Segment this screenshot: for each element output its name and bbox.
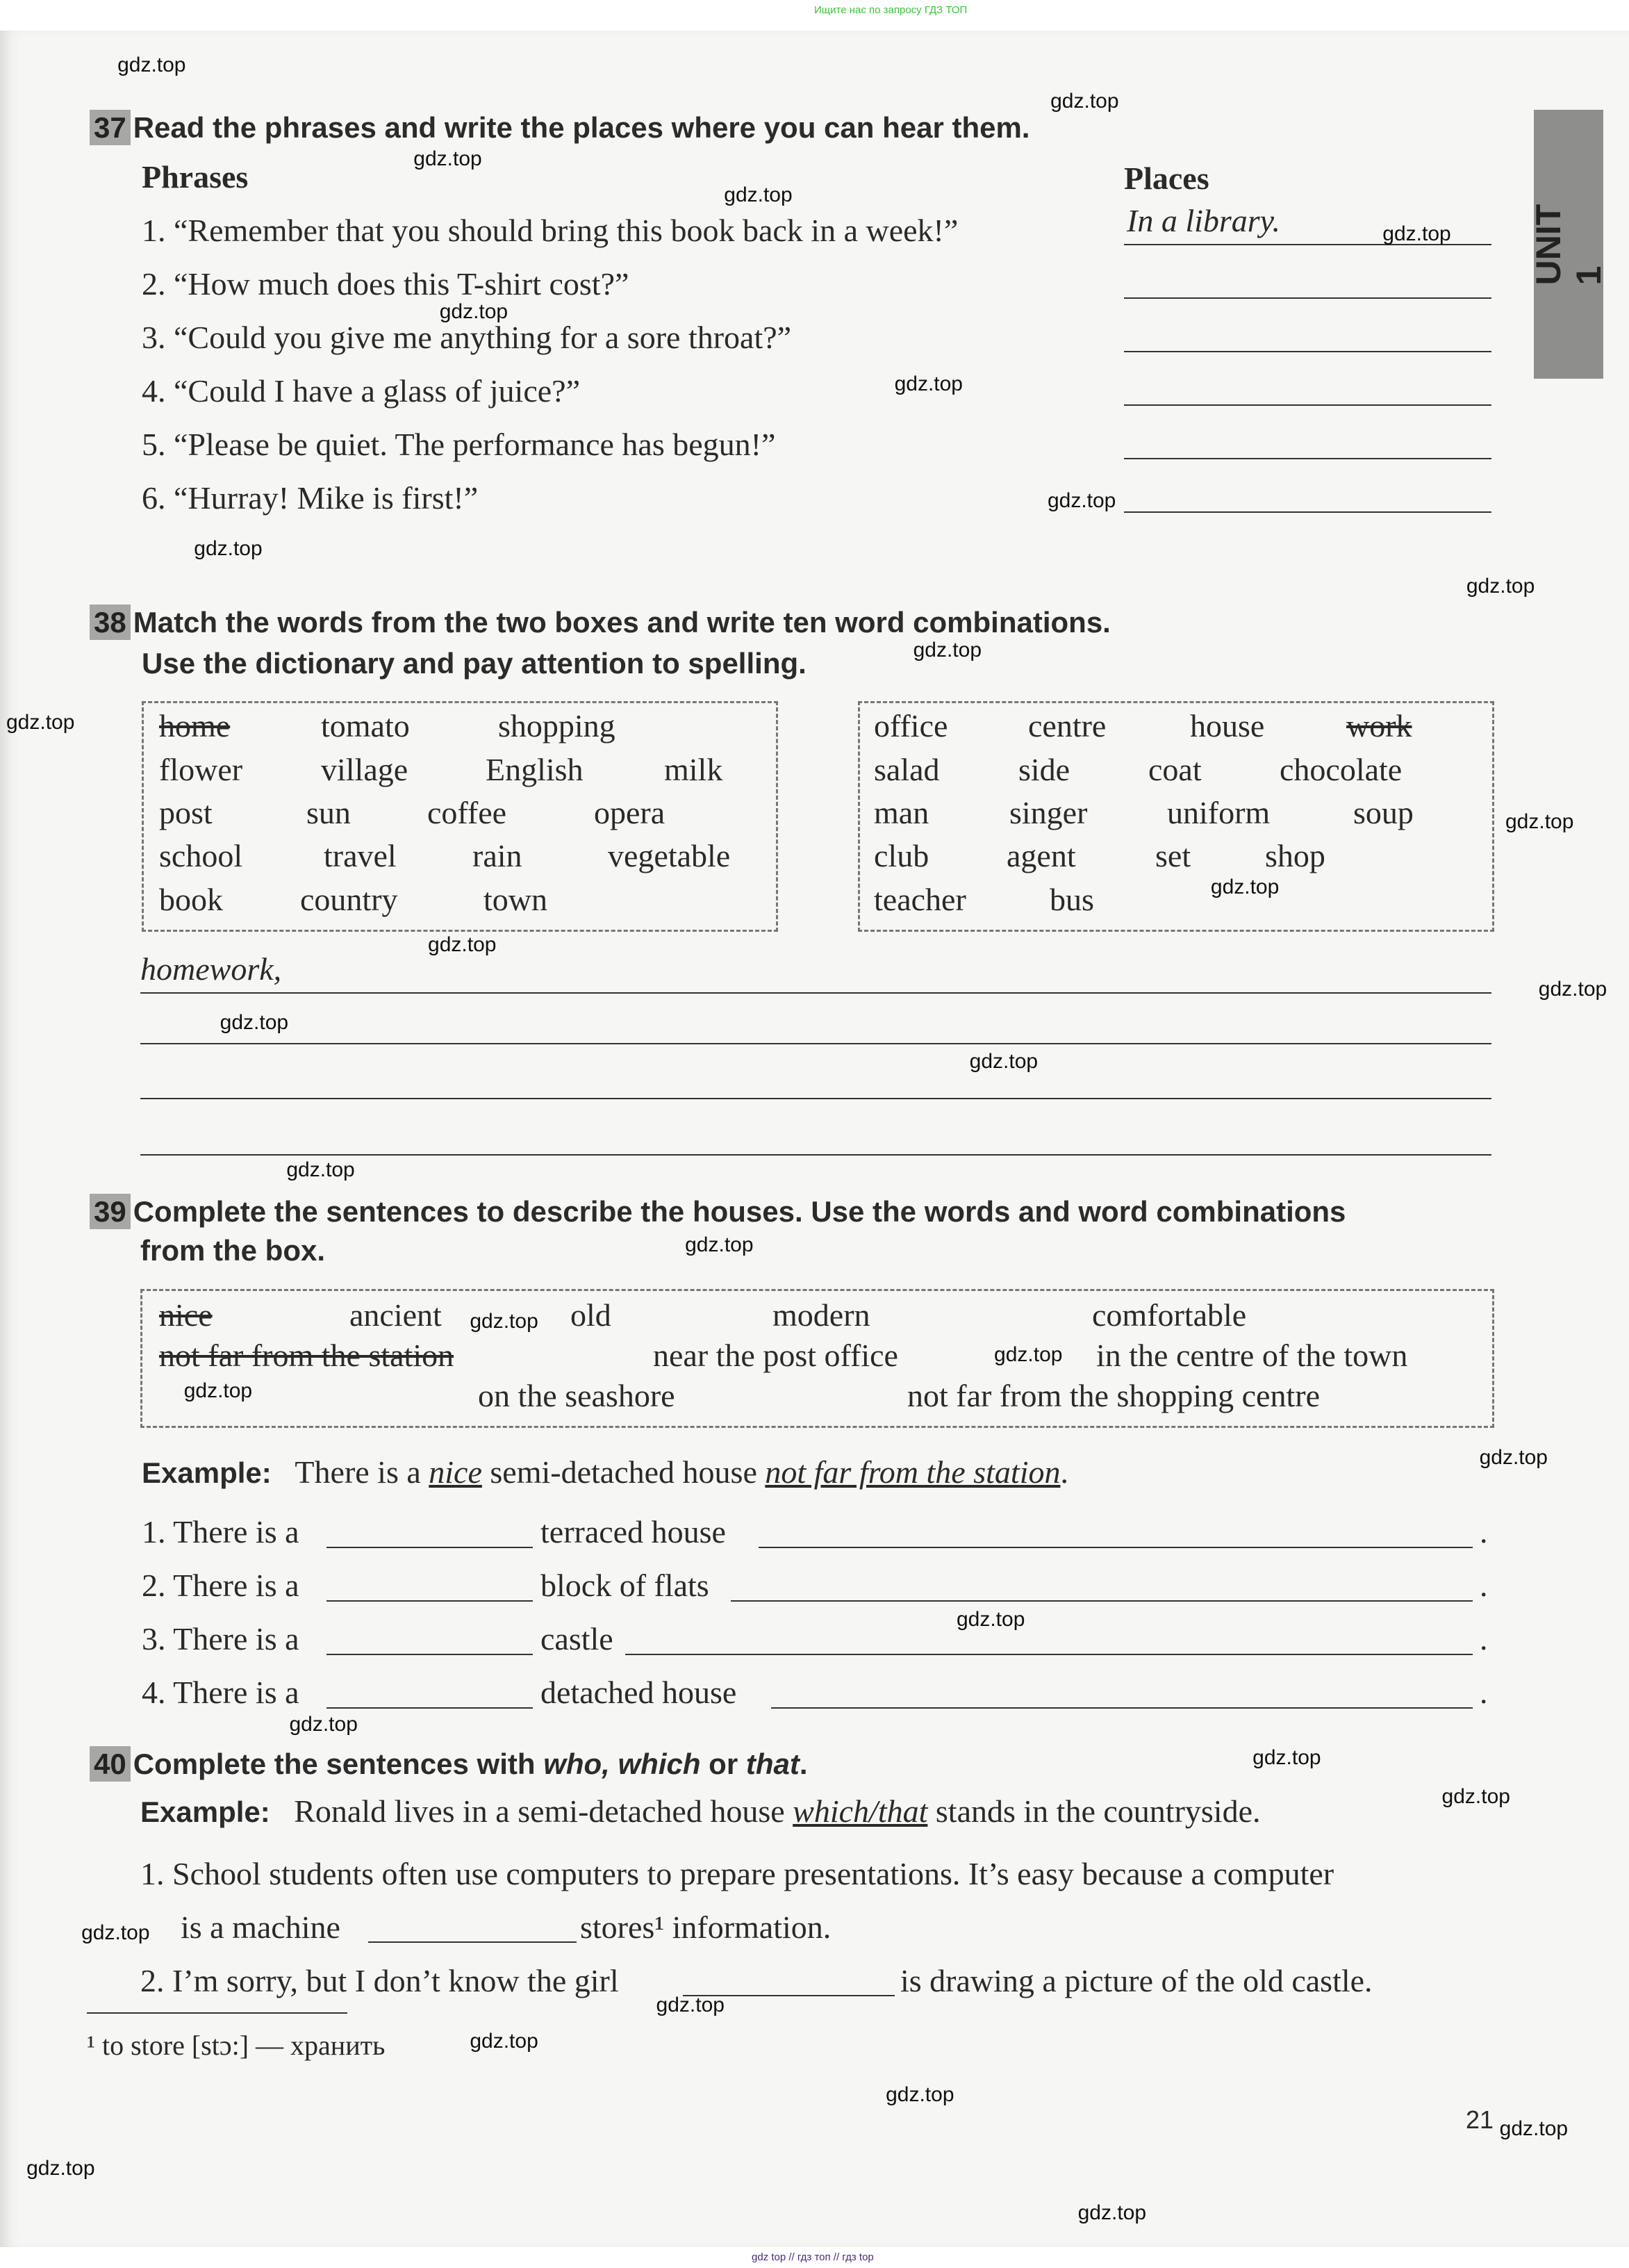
title-keyword: that bbox=[745, 1748, 800, 1780]
box-word: rain bbox=[472, 838, 522, 873]
exercise-37-heading bbox=[90, 111, 1030, 145]
box-word: teacher bbox=[874, 882, 966, 917]
watermark-text: gdz.top bbox=[994, 1343, 1063, 1367]
box-word: on the seashore bbox=[478, 1378, 675, 1413]
box-word: country bbox=[300, 882, 398, 917]
answer-in-a-library: In a library. bbox=[1127, 203, 1281, 238]
watermark-text: gdz.top bbox=[194, 537, 263, 561]
exercise-subtitle: from the box. bbox=[140, 1234, 326, 1267]
answer-blank[interactable] bbox=[368, 1941, 577, 1943]
box-word: sun bbox=[306, 795, 351, 830]
footnote-rule bbox=[87, 2012, 347, 2014]
bottom-banner: gdz top // гдз топ // гдз top bbox=[752, 2251, 874, 2263]
box-word: soup bbox=[1353, 795, 1414, 830]
watermark-text: gdz.top bbox=[1499, 2117, 1569, 2141]
box-word: home bbox=[159, 708, 231, 743]
example-answer: which/that bbox=[793, 1793, 928, 1829]
box-word: travel bbox=[324, 838, 397, 873]
example-text: There is a bbox=[295, 1454, 421, 1490]
place-answer-line[interactable] bbox=[1124, 404, 1491, 406]
page-number: 21 bbox=[1466, 2105, 1494, 2134]
answer-blank[interactable] bbox=[326, 1707, 533, 1709]
watermark-text: gdz.top bbox=[1210, 875, 1280, 898]
watermark-text: gdz.top bbox=[286, 1158, 355, 1181]
answer-blank[interactable] bbox=[326, 1654, 533, 1655]
answer-blank[interactable] bbox=[771, 1707, 1473, 1709]
box-word: modern bbox=[772, 1297, 870, 1333]
box-word: shopping bbox=[498, 708, 615, 743]
sentence-start: 4. There is a bbox=[142, 1675, 299, 1710]
watermark-text: gdz.top bbox=[220, 1010, 289, 1034]
exercise-number: 40 bbox=[90, 1746, 131, 1782]
places-label: Places bbox=[1124, 161, 1209, 196]
place-answer-line[interactable] bbox=[1124, 297, 1491, 299]
box-word: work bbox=[1346, 708, 1412, 743]
watermark-text: gdz.top bbox=[428, 932, 497, 956]
watermark-text: gdz.top bbox=[656, 1993, 725, 2016]
watermark-text: gdz.top bbox=[470, 1310, 538, 1333]
box-word: tomato bbox=[321, 708, 410, 743]
box-word: village bbox=[321, 752, 408, 787]
box-word: flower bbox=[159, 752, 243, 787]
example-answer: not far from the station bbox=[765, 1454, 1061, 1490]
period: . bbox=[1480, 1621, 1488, 1657]
place-answer-line[interactable] bbox=[1124, 351, 1491, 352]
watermark-text: gdz.top bbox=[26, 2156, 95, 2180]
box-word: centre bbox=[1028, 708, 1107, 743]
answer-blank[interactable] bbox=[625, 1654, 1473, 1655]
exercise-number: 39 bbox=[90, 1194, 131, 1229]
unit-label: UNIT 1 bbox=[1529, 204, 1608, 285]
example-label: Example: bbox=[142, 1456, 272, 1489]
watermark-text: gdz.top bbox=[1050, 89, 1119, 113]
box-word: English bbox=[486, 752, 584, 787]
sentence-1-end: stores¹ information. bbox=[580, 1909, 832, 1945]
watermark-text: gdz.top bbox=[81, 1921, 150, 1944]
phrase-item: 3. “Could you give me anything for a sore throat?” bbox=[142, 320, 792, 355]
box-word: side bbox=[1018, 752, 1070, 787]
watermark-text: gdz.top bbox=[956, 1607, 1025, 1631]
box-word: in the centre of the town bbox=[1096, 1338, 1408, 1373]
phrase-item: 6. “Hurray! Mike is first!” bbox=[142, 480, 479, 516]
box-word: coffee bbox=[427, 795, 507, 830]
example-sentence: Example: There is a nice semi-detached house not far from the station. bbox=[142, 1454, 1068, 1490]
example-answer: nice bbox=[429, 1454, 482, 1490]
watermark-text: gdz.top bbox=[413, 147, 482, 170]
title-keyword: who, which bbox=[543, 1748, 701, 1780]
watermark-text: gdz.top bbox=[969, 1050, 1039, 1074]
watermark-text: gdz.top bbox=[1077, 2201, 1147, 2225]
exercise-subtitle: Use the dictionary and pay attention to spelling. bbox=[142, 647, 807, 680]
watermark-text: gdz.top bbox=[1479, 1445, 1548, 1469]
answer-line[interactable] bbox=[140, 992, 1491, 994]
watermark-text: gdz.top bbox=[894, 372, 964, 395]
answer-line[interactable] bbox=[140, 1043, 1491, 1044]
box-word: ancient bbox=[349, 1297, 442, 1333]
answer-blank[interactable] bbox=[326, 1547, 533, 1548]
box-word: not far from the station bbox=[159, 1338, 454, 1373]
sentence-start: 2. There is a bbox=[142, 1568, 299, 1603]
sentence-1-cont: is a machine bbox=[181, 1909, 340, 1945]
house-type: block of flats bbox=[540, 1568, 709, 1603]
example-sentence bbox=[140, 1793, 1261, 1829]
box-word: not far from the shopping centre bbox=[907, 1378, 1320, 1413]
watermark-text: gdz.top bbox=[6, 710, 75, 734]
box-word: post bbox=[159, 795, 213, 830]
house-type: terraced house bbox=[540, 1514, 726, 1550]
box-word: vegetable bbox=[608, 838, 731, 873]
sentence-start: 3. There is a bbox=[142, 1621, 299, 1657]
house-type: castle bbox=[540, 1621, 613, 1657]
sentence-1: 1. School students often use computers to prepare presentations. It’s easy because a computer bbox=[140, 1856, 1334, 1891]
exercise-title: Match the words from the two boxes and write ten word combinations. bbox=[133, 606, 1111, 639]
box-word: old bbox=[570, 1297, 611, 1333]
box-word: bus bbox=[1050, 882, 1094, 917]
house-type: detached house bbox=[540, 1675, 737, 1710]
phrase-item: 2. “How much does this T-shirt cost?” bbox=[142, 266, 629, 302]
example-label: Example: bbox=[140, 1796, 270, 1828]
answer-line[interactable] bbox=[140, 1154, 1491, 1156]
exercise-title: Complete the sentences with bbox=[133, 1748, 544, 1780]
unit-tab bbox=[1529, 110, 1608, 379]
box-word: near the post office bbox=[653, 1338, 898, 1373]
box-word: office bbox=[874, 708, 948, 743]
sentence-2: 2. I’m sorry, but I don’t know the girl bbox=[140, 1963, 619, 1998]
box-word: comfortable bbox=[1092, 1297, 1247, 1333]
period: . bbox=[1480, 1568, 1488, 1603]
watermark-text: gdz.top bbox=[724, 183, 793, 206]
box-word: set bbox=[1155, 838, 1191, 873]
box-word: school bbox=[159, 838, 243, 873]
answer-blank[interactable] bbox=[326, 1600, 533, 1602]
place-answer-line[interactable] bbox=[1124, 511, 1491, 513]
exercise-number: 38 bbox=[90, 605, 131, 640]
period: . bbox=[1480, 1514, 1488, 1550]
exercise-39-heading bbox=[90, 1195, 1346, 1228]
exercise-title: or bbox=[700, 1748, 746, 1780]
box-word: club bbox=[874, 838, 929, 873]
example-text: Ronald lives in a semi-detached house bbox=[294, 1793, 785, 1829]
watermark-text: gdz.top bbox=[1505, 810, 1574, 833]
period: . bbox=[1480, 1675, 1488, 1710]
box-word: book bbox=[159, 882, 223, 917]
box-word: singer bbox=[1009, 795, 1088, 830]
box-word: town bbox=[483, 882, 547, 917]
box-word: man bbox=[874, 795, 929, 830]
watermark-text: gdz.top bbox=[183, 1379, 253, 1403]
watermark-text: gdz.top bbox=[1047, 489, 1116, 513]
watermark-text: gdz.top bbox=[439, 300, 508, 324]
answer-blank[interactable] bbox=[759, 1547, 1473, 1548]
exercise-40-heading bbox=[90, 1748, 808, 1781]
sentence-start: 1. There is a bbox=[142, 1514, 299, 1550]
box-word: house bbox=[1190, 708, 1265, 743]
watermark-text: gdz.top bbox=[1382, 222, 1451, 245]
example-text: stands in the countryside. bbox=[935, 1793, 1261, 1829]
footnote: ¹ to store [stɔ:] — хранить bbox=[87, 2030, 386, 2061]
answer-homework: homework, bbox=[140, 951, 282, 987]
exercise-38-heading bbox=[90, 606, 1111, 639]
watermark-text: gdz.top bbox=[1252, 1746, 1321, 1770]
top-banner: Ищите нас по запросу ГДЗ ТОП bbox=[814, 4, 968, 16]
answer-line[interactable] bbox=[140, 1098, 1491, 1099]
exercise-title: Read the phrases and write the places where you can hear them. bbox=[133, 111, 1030, 144]
phrase-item: 5. “Please be quiet. The performance has begun!” bbox=[142, 427, 776, 462]
box-word: coat bbox=[1148, 752, 1202, 787]
watermark-text: gdz.top bbox=[1538, 978, 1607, 1001]
watermark-text: gdz.top bbox=[117, 53, 186, 76]
watermark-text: gdz.top bbox=[685, 1233, 754, 1257]
box-word: shop bbox=[1265, 838, 1325, 873]
exercise-title: . bbox=[799, 1748, 808, 1780]
exercise-title: Complete the sentences to describe the houses. Use the words and word combinations bbox=[133, 1195, 1346, 1228]
answer-blank[interactable] bbox=[731, 1600, 1473, 1602]
sentence-2-end: is drawing a picture of the old castle. bbox=[900, 1963, 1373, 1998]
box-word: agent bbox=[1007, 838, 1076, 873]
box-word: salad bbox=[874, 752, 940, 787]
box-word: nice bbox=[159, 1297, 213, 1333]
box-word: chocolate bbox=[1280, 752, 1403, 787]
exercise-number: 37 bbox=[90, 110, 131, 145]
box-word: opera bbox=[594, 795, 665, 830]
watermark-text: gdz.top bbox=[1466, 575, 1535, 598]
watermark-text: gdz.top bbox=[913, 638, 982, 662]
place-answer-line[interactable] bbox=[1124, 458, 1491, 459]
watermark-text: gdz.top bbox=[886, 2082, 954, 2106]
example-text: semi-detached house bbox=[490, 1454, 757, 1490]
box-word: uniform bbox=[1167, 795, 1271, 830]
watermark-text: gdz.top bbox=[470, 2029, 538, 2053]
phrase-item: 4. “Could I have a glass of juice?” bbox=[142, 373, 580, 409]
watermark-text: gdz.top bbox=[289, 1713, 358, 1736]
box-word: milk bbox=[664, 752, 723, 787]
phrase-item: 1. “Remember that you should bring this book back in a week!” bbox=[142, 213, 959, 248]
phrases-label: Phrases bbox=[142, 159, 249, 195]
watermark-text: gdz.top bbox=[1441, 1785, 1510, 1809]
